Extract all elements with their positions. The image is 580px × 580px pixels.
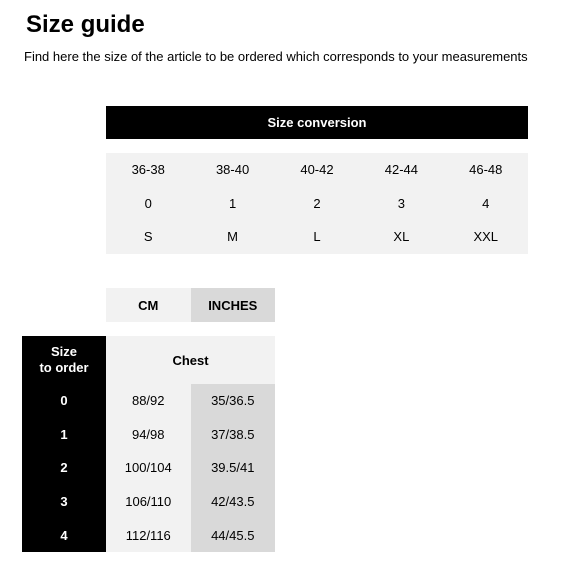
unit-tab-cm[interactable]: CM: [106, 288, 191, 322]
size-cell: 1: [22, 418, 106, 452]
size-table: [22, 336, 275, 552]
size-cell: 4: [22, 518, 106, 552]
conversion-row-number: [106, 187, 528, 221]
conversion-cell: XXL: [473, 229, 499, 245]
conversion-cell: M: [227, 229, 238, 245]
conversion-cell: 46-48: [469, 162, 503, 178]
chest-cm-cell: 100/104: [106, 451, 191, 485]
chest-header: Chest: [106, 336, 275, 384]
table-row: [22, 518, 275, 552]
chest-inches-cell: 37/38.5: [191, 418, 276, 452]
size-cell: 0: [22, 384, 106, 418]
conversion-cell: 38-40: [215, 162, 250, 178]
size-conversion-header: Size conversion: [106, 106, 528, 139]
conversion-cell: 3: [397, 195, 405, 211]
table-row: [22, 384, 275, 418]
size-table-header: [22, 336, 275, 384]
table-row: [22, 485, 275, 519]
conversion-cell: S: [143, 229, 153, 245]
conversion-row-range: [106, 153, 528, 187]
conversion-cell: 4: [482, 195, 490, 211]
chest-inches-cell: 39.5/41: [191, 451, 276, 485]
chest-inches-cell: 42/43.5: [191, 485, 276, 519]
conversion-cell: XL: [393, 229, 410, 245]
conversion-cell: 40-42: [300, 162, 334, 178]
page-subtitle: Find here the size of the article to be ordered which corresponds to your measurements: [24, 49, 528, 64]
unit-toggle: [106, 288, 275, 322]
conversion-cell: 1: [228, 195, 237, 211]
chest-cm-cell: 88/92: [106, 384, 191, 418]
table-row: [22, 418, 275, 452]
conversion-cell: 0: [144, 195, 152, 211]
unit-tab-inches[interactable]: INCHES: [191, 288, 276, 322]
conversion-cell: 2: [313, 195, 321, 211]
chest-cm-cell: 112/116: [106, 518, 191, 552]
page-title: Size guide: [26, 11, 145, 38]
chest-cm-cell: 94/98: [106, 418, 191, 452]
size-cell: 3: [22, 485, 106, 519]
size-to-order-header: Size to order: [22, 336, 106, 384]
chest-inches-cell: 35/36.5: [191, 384, 276, 418]
conversion-row-letter: [106, 220, 528, 254]
conversion-cell: 36-38: [131, 162, 165, 178]
chest-inches-cell: 44/45.5: [191, 518, 276, 552]
size-conversion-table: [106, 153, 528, 254]
conversion-cell: L: [313, 229, 321, 245]
chest-cm-cell: 106/110: [106, 485, 191, 519]
size-cell: 2: [22, 451, 106, 485]
table-row: [22, 451, 275, 485]
conversion-cell: 42-44: [384, 162, 418, 178]
